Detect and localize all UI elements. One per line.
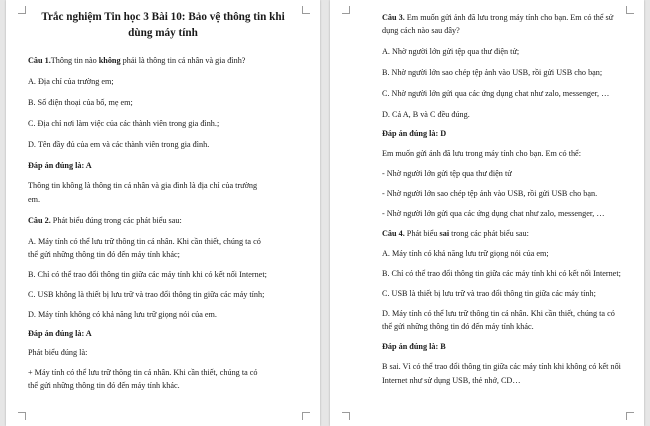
q3-option-c: C. Nhờ người lớn gửi qua các ứng dụng chat như zalo, messenger, … bbox=[382, 89, 610, 98]
q4-option-b: B. Chỉ có thể trao đổi thông tin giữa các máy tính khi có kết nối Internet; bbox=[382, 269, 621, 278]
question-4-text-after: trong các phát biểu sau: bbox=[449, 229, 529, 238]
q4-explanation-line-1: B sai. Vì có thể trao đổi thông tin giữa các máy tính khi không có kết nối bbox=[382, 362, 621, 371]
q3-explanation-line-2: - Nhờ người lớn gửi tệp qua thư điện tử bbox=[382, 169, 512, 178]
q2-option-a-line-1: A. Máy tính có thể lưu trữ thông tin cá nhân. Khi cần thiết, chúng ta có bbox=[28, 237, 261, 246]
q2-option-b: B. Chỉ có thể trao đổi thông tin giữa các máy tính khi có kết nối Internet; bbox=[28, 270, 267, 279]
q4-answer: Đáp án đúng là: B bbox=[382, 342, 446, 351]
q1-option-d: D. Tên đầy đủ của em và các thành viên trong gia đình. bbox=[28, 140, 210, 149]
question-1-text-after: phải là thông tin cá nhân và gia đình? bbox=[120, 56, 246, 65]
crop-mark-top-right bbox=[626, 6, 634, 14]
crop-mark-bottom-left bbox=[18, 412, 26, 420]
q3-answer: Đáp án đúng là: D bbox=[382, 129, 447, 138]
q2-option-a-line-2: thể gửi những thông tin đó đến máy tính khác; bbox=[28, 250, 180, 259]
q4-explanation-line-2: Internet như sử dụng USB, thẻ nhớ, CD… bbox=[382, 376, 521, 385]
q3-option-d: D. Cả A, B và C đều đúng. bbox=[382, 110, 470, 119]
question-4-text-before: Phát biểu bbox=[404, 229, 440, 238]
q2-answer: Đáp án đúng là: A bbox=[28, 329, 92, 338]
question-3-number: Câu 3. bbox=[382, 13, 405, 22]
q4-option-a: A. Máy tính có khả năng lưu trữ giọng nói của em; bbox=[382, 249, 549, 258]
q2-option-d: D. Máy tính không có khả năng lưu trữ giọng nói của em. bbox=[28, 310, 217, 319]
q4-option-d-line-1: D. Máy tính có thể lưu trữ thông tin cá nhân. Khi cần thiết, chúng ta có bbox=[382, 309, 615, 318]
q3-explanation-line-4: - Nhờ người lớn gửi qua các ứng dụng chat như zalo, messenger, … bbox=[382, 209, 605, 218]
q2-explanation-line-2: + Máy tính có thể lưu trữ thông tin cá nhân. Khi cần thiết, chúng ta có bbox=[28, 368, 258, 377]
question-2-text: Phát biểu đúng trong các phát biểu sau: bbox=[50, 216, 182, 225]
q3-explanation-line-1: Em muốn gửi ảnh đã lưu trong máy tính cho bạn. Em có thể: bbox=[382, 149, 581, 158]
question-3-line-2: dụng cách nào sau đây? bbox=[382, 26, 460, 35]
question-3-text: Em muốn gửi ảnh đã lưu trong máy tính cho bạn. Em có thể sử bbox=[404, 13, 614, 22]
q1-explanation-line-1: Thông tin không là thông tin cá nhân và gia đình là địa chỉ của trường bbox=[28, 181, 258, 190]
question-1-emphasis: không bbox=[98, 56, 121, 65]
q1-option-b: B. Số điện thoại của bố, mẹ em; bbox=[28, 98, 133, 107]
document-page-left bbox=[6, 0, 320, 426]
question-2 bbox=[28, 215, 182, 226]
q4-option-c: C. USB là thiết bị lưu trữ và trao đổi thông tin giữa các máy tính; bbox=[382, 289, 596, 298]
question-1 bbox=[28, 55, 245, 66]
crop-mark-bottom-left bbox=[342, 412, 350, 420]
q2-option-c: C. USB không là thiết bị lưu trữ và trao đổi thông tin giữa các máy tính; bbox=[28, 290, 265, 299]
q1-option-a: A. Địa chỉ của trường em; bbox=[28, 77, 114, 86]
q1-explanation-line-2: em. bbox=[28, 195, 41, 204]
crop-mark-top-left bbox=[342, 6, 350, 14]
q3-option-a: A. Nhờ người lớn gửi tệp qua thư điện tử; bbox=[382, 47, 520, 56]
q3-explanation-line-3: - Nhờ người lớn sao chép tệp ảnh vào USB, rồi gửi USB cho bạn. bbox=[382, 189, 598, 198]
q2-explanation-line-1: Phát biểu đúng là: bbox=[28, 348, 88, 357]
q2-explanation-line-3: thể gửi những thông tin đó đến máy tính khác. bbox=[28, 381, 180, 390]
crop-mark-bottom-right bbox=[626, 412, 634, 420]
question-1-text-before: Thông tin nào bbox=[50, 56, 99, 65]
question-2-number: Câu 2. bbox=[28, 216, 51, 225]
q3-option-b: B. Nhờ người lớn sao chép tệp ảnh vào USB, rồi gửi USB cho bạn; bbox=[382, 68, 603, 77]
document-title-line-1: Trắc nghiệm Tin học 3 Bài 10: Bảo vệ thông tin khi bbox=[41, 11, 285, 23]
crop-mark-bottom-right bbox=[302, 412, 310, 420]
document-title-line-2: dùng máy tính bbox=[128, 27, 198, 39]
q1-option-c: C. Địa chỉ nơi làm việc của các thành viên trong gia đình.; bbox=[28, 119, 220, 128]
q4-option-d-line-2: thể gửi những thông tin đó đến máy tính khác. bbox=[382, 322, 534, 331]
question-3-line-1 bbox=[382, 12, 613, 23]
question-4 bbox=[382, 228, 529, 239]
question-1-number: Câu 1. bbox=[28, 56, 51, 65]
question-4-number: Câu 4. bbox=[382, 229, 405, 238]
document-page-right bbox=[330, 0, 644, 426]
question-4-emphasis: sai bbox=[439, 229, 450, 238]
q1-answer: Đáp án đúng là: A bbox=[28, 161, 92, 170]
